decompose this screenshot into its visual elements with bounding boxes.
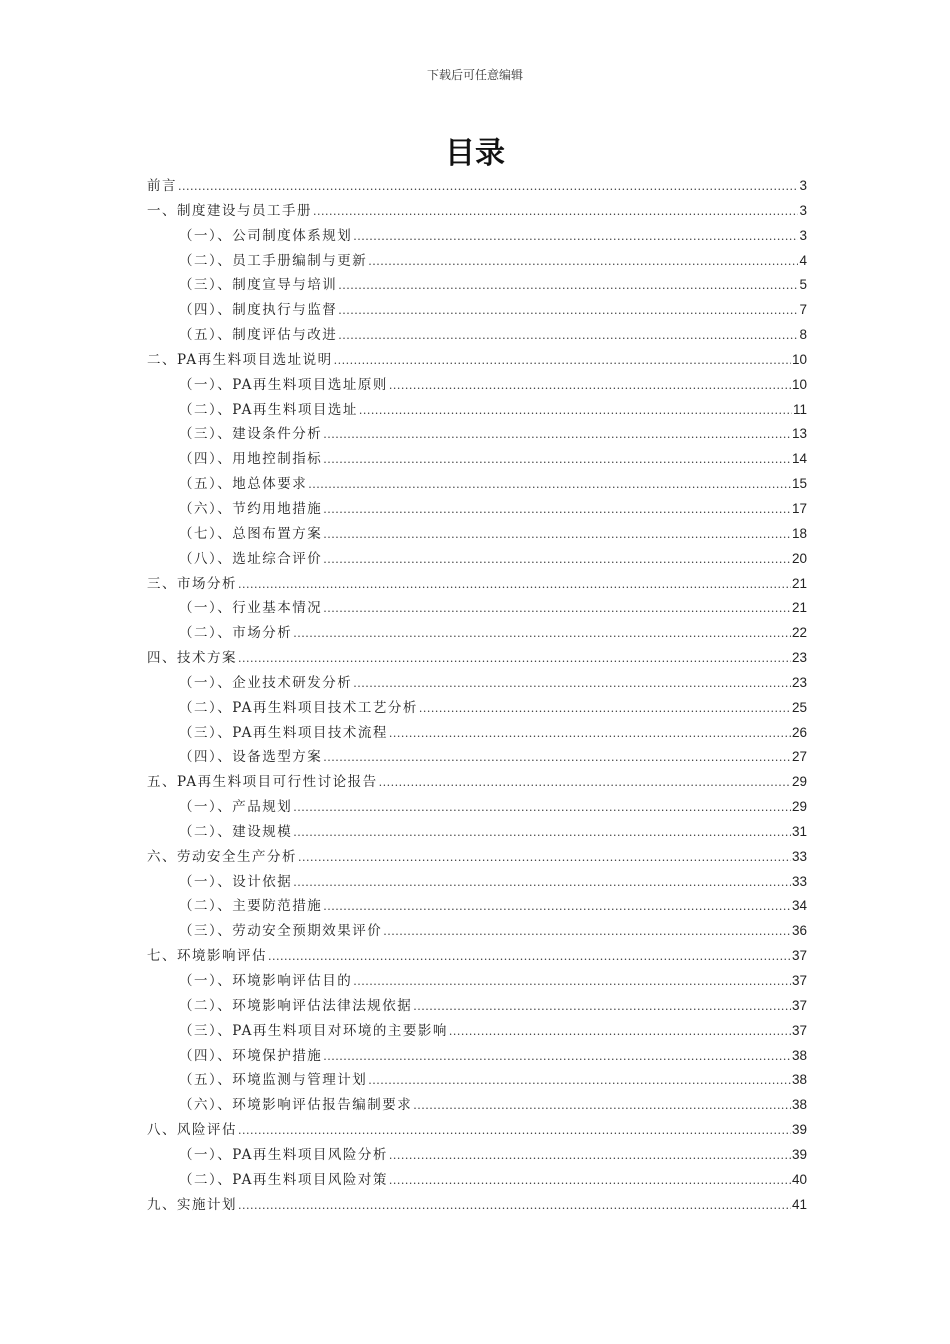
toc-entry-text: 九、实施计划 bbox=[147, 1196, 237, 1213]
toc-leader-dots bbox=[389, 722, 791, 747]
toc-entry[interactable] bbox=[147, 596, 807, 621]
toc-entry-text: （一）、公司制度体系规划 bbox=[179, 227, 353, 244]
table-of-contents bbox=[147, 174, 807, 1217]
toc-entry-page: 33 bbox=[791, 873, 807, 889]
toc-entry[interactable] bbox=[147, 1193, 807, 1218]
toc-entry[interactable] bbox=[147, 174, 807, 199]
toc-entry-page: 40 bbox=[791, 1171, 807, 1187]
toc-entry[interactable] bbox=[147, 944, 807, 969]
toc-leader-dots bbox=[323, 548, 791, 573]
toc-entry-text: （一）、PA再生料项目风险分析 bbox=[179, 1146, 388, 1163]
toc-entry-text: （一）、环境影响评估目的 bbox=[179, 973, 353, 989]
toc-entry-text: （二）、PA再生料项目技术工艺分析 bbox=[179, 699, 418, 716]
toc-entry-text: （四）、环境保护措施 bbox=[179, 1047, 323, 1064]
toc-entry-text: （二）、建设规模 bbox=[179, 823, 293, 840]
toc-entry-page: 3 bbox=[799, 227, 807, 243]
toc-entry-page: 8 bbox=[799, 327, 807, 343]
toc-entry-text: （一）、设计依据 bbox=[179, 873, 293, 890]
toc-entry-page: 37 bbox=[791, 948, 807, 964]
toc-leader-dots bbox=[383, 920, 791, 945]
toc-entry-text: （二）、环境影响评估法律法规依据 bbox=[179, 997, 413, 1014]
toc-leader-dots bbox=[323, 895, 791, 920]
toc-entry-text: 五、PA再生料项目可行性讨论报告 bbox=[147, 774, 378, 791]
toc-entry-page: 38 bbox=[791, 1047, 807, 1063]
toc-entry-page: 26 bbox=[791, 724, 807, 740]
toc-entry[interactable] bbox=[147, 1093, 807, 1118]
toc-entry-text: （六）、节约用地措施 bbox=[179, 500, 323, 517]
toc-entry-page: 18 bbox=[791, 525, 807, 541]
toc-entry-page: 33 bbox=[791, 848, 807, 864]
toc-leader-dots bbox=[353, 225, 798, 250]
toc-entry[interactable] bbox=[147, 820, 807, 845]
toc-entry-page: 38 bbox=[791, 1097, 807, 1113]
toc-entry-page: 37 bbox=[791, 997, 807, 1013]
toc-entry[interactable] bbox=[147, 249, 807, 274]
toc-entry-text: 三、市场分析 bbox=[147, 575, 237, 592]
toc-entry-text: （七）、总图布置方案 bbox=[179, 525, 323, 542]
toc-entry-page: 37 bbox=[791, 1022, 807, 1038]
toc-entry[interactable] bbox=[147, 994, 807, 1019]
toc-entry-text: （三）、建设条件分析 bbox=[179, 426, 323, 443]
toc-leader-dots bbox=[238, 647, 791, 672]
toc-entry[interactable] bbox=[147, 1118, 807, 1143]
toc-entry-page: 15 bbox=[791, 476, 807, 492]
toc-entry-text: （四）、设备选型方案 bbox=[179, 749, 323, 766]
toc-entry[interactable] bbox=[147, 919, 807, 944]
toc-entry-text: （五）、环境监测与管理计划 bbox=[179, 1072, 368, 1089]
toc-entry-text: （三）、PA再生料项目技术流程 bbox=[179, 724, 388, 741]
toc-entry[interactable] bbox=[147, 398, 807, 423]
toc-leader-dots bbox=[389, 374, 791, 399]
toc-entry-text: （二）、员工手册编制与更新 bbox=[179, 252, 368, 269]
toc-entry-page: 31 bbox=[791, 823, 807, 839]
toc-entry[interactable] bbox=[147, 870, 807, 895]
toc-entry[interactable] bbox=[147, 795, 807, 820]
toc-entry-text: （三）、PA再生料项目对环境的主要影响 bbox=[179, 1022, 448, 1039]
toc-entry[interactable] bbox=[147, 621, 807, 646]
toc-entry-page: 29 bbox=[791, 774, 807, 790]
toc-entry-page: 23 bbox=[791, 674, 807, 690]
toc-leader-dots bbox=[178, 175, 798, 200]
toc-leader-dots bbox=[338, 299, 798, 324]
toc-leader-dots bbox=[338, 324, 798, 349]
toc-leader-dots bbox=[323, 523, 791, 548]
toc-entry-page: 7 bbox=[799, 302, 807, 318]
toc-entry-text: （四）、用地控制指标 bbox=[179, 451, 323, 468]
toc-leader-dots bbox=[323, 498, 791, 523]
toc-entry[interactable] bbox=[147, 348, 807, 373]
toc-entry[interactable] bbox=[147, 373, 807, 398]
toc-entry-page: 4 bbox=[799, 252, 807, 268]
toc-leader-dots bbox=[353, 672, 791, 697]
toc-entry-page: 21 bbox=[791, 575, 807, 591]
toc-entry-page: 14 bbox=[791, 451, 807, 467]
header-note: 下载后可任意编辑 bbox=[426, 68, 523, 82]
toc-entry-text: （一）、企业技术研发分析 bbox=[179, 674, 353, 691]
toc-entry-text: （五）、地总体要求 bbox=[179, 476, 308, 493]
toc-leader-dots bbox=[268, 945, 791, 970]
toc-leader-dots bbox=[449, 1020, 791, 1045]
toc-entry-page: 13 bbox=[791, 426, 807, 442]
toc-entry-page: 10 bbox=[791, 376, 807, 392]
toc-leader-dots bbox=[308, 473, 791, 498]
toc-leader-dots bbox=[323, 448, 791, 473]
toc-entry[interactable] bbox=[147, 845, 807, 870]
toc-entry-text: （八）、选址综合评价 bbox=[179, 550, 323, 567]
toc-entry-page: 3 bbox=[799, 178, 807, 193]
toc-entry-text: （二）、PA再生料项目选址 bbox=[179, 401, 358, 418]
toc-leader-dots bbox=[389, 1144, 791, 1169]
toc-entry-page: 11 bbox=[792, 401, 807, 417]
toc-entry-text: 一、制度建设与员工手册 bbox=[147, 202, 312, 219]
toc-entry-page: 17 bbox=[791, 500, 807, 516]
toc-leader-dots bbox=[313, 200, 798, 225]
toc-entry[interactable] bbox=[147, 273, 807, 298]
toc-title: 目录 bbox=[445, 136, 505, 171]
toc-entry[interactable] bbox=[147, 447, 807, 472]
toc-entry[interactable] bbox=[147, 422, 807, 447]
toc-leader-dots bbox=[368, 1069, 791, 1094]
toc-entry[interactable] bbox=[147, 572, 807, 597]
toc-leader-dots bbox=[323, 746, 791, 771]
toc-leader-dots bbox=[238, 573, 791, 598]
toc-entry-text: 二、PA再生料项目选址说明 bbox=[147, 351, 333, 368]
toc-leader-dots bbox=[298, 846, 791, 871]
toc-leader-dots bbox=[338, 274, 798, 299]
toc-leader-dots bbox=[413, 1094, 791, 1119]
toc-entry-text: （四）、制度执行与监督 bbox=[179, 302, 338, 319]
toc-entry[interactable] bbox=[147, 1044, 807, 1069]
toc-leader-dots bbox=[419, 697, 791, 722]
toc-entry-page: 34 bbox=[791, 898, 807, 914]
toc-entry-text: （一）、PA再生料项目选址原则 bbox=[179, 376, 388, 393]
toc-leader-dots bbox=[323, 597, 791, 622]
toc-entry[interactable] bbox=[147, 497, 807, 522]
toc-entry-page: 37 bbox=[791, 973, 807, 988]
toc-entry-text: （二）、PA再生料项目风险对策 bbox=[179, 1171, 388, 1188]
toc-entry-text: （一）、行业基本情况 bbox=[179, 600, 323, 617]
toc-entry[interactable] bbox=[147, 646, 807, 671]
toc-leader-dots bbox=[293, 871, 791, 896]
toc-leader-dots bbox=[293, 796, 791, 821]
toc-entry-text: 四、技术方案 bbox=[147, 650, 237, 667]
toc-entry-page: 5 bbox=[799, 277, 807, 293]
toc-entry-page: 38 bbox=[791, 1072, 807, 1088]
toc-entry[interactable] bbox=[147, 1168, 807, 1193]
toc-leader-dots bbox=[238, 1119, 791, 1144]
toc-leader-dots bbox=[293, 821, 791, 846]
toc-entry-page: 41 bbox=[791, 1196, 807, 1212]
toc-leader-dots bbox=[368, 250, 798, 275]
toc-entry-text: （六）、环境影响评估报告编制要求 bbox=[179, 1097, 413, 1114]
toc-entry[interactable] bbox=[147, 894, 807, 919]
toc-entry-text: 七、环境影响评估 bbox=[147, 948, 267, 965]
toc-entry-page: 20 bbox=[791, 550, 807, 566]
toc-leader-dots bbox=[413, 995, 791, 1020]
toc-entry-page: 39 bbox=[791, 1122, 807, 1138]
toc-entry-text: （二）、主要防范措施 bbox=[179, 898, 323, 915]
toc-entry[interactable] bbox=[147, 547, 807, 572]
toc-entry[interactable] bbox=[147, 721, 807, 746]
toc-entry[interactable] bbox=[147, 199, 807, 224]
toc-entry-page: 25 bbox=[791, 699, 807, 715]
toc-entry-page: 21 bbox=[791, 600, 807, 616]
toc-entry-text: （三）、劳动安全预期效果评价 bbox=[179, 923, 383, 940]
toc-entry[interactable] bbox=[147, 224, 807, 249]
toc-entry[interactable] bbox=[147, 770, 807, 795]
toc-entry[interactable] bbox=[147, 969, 807, 994]
toc-leader-dots bbox=[323, 1045, 791, 1070]
toc-entry-page: 23 bbox=[791, 650, 807, 666]
toc-entry[interactable] bbox=[147, 1068, 807, 1093]
toc-entry[interactable] bbox=[147, 472, 807, 497]
toc-entry-page: 3 bbox=[799, 202, 807, 218]
toc-entry-text: （五）、制度评估与改进 bbox=[179, 327, 338, 344]
toc-entry[interactable] bbox=[147, 671, 807, 696]
toc-entry-text: （二）、市场分析 bbox=[179, 625, 293, 642]
toc-leader-dots bbox=[379, 771, 791, 796]
toc-entry-text: 六、劳动安全生产分析 bbox=[147, 848, 297, 865]
toc-entry-page: 10 bbox=[791, 351, 807, 367]
toc-leader-dots bbox=[293, 622, 791, 647]
toc-entry-text: 前言 bbox=[147, 178, 177, 194]
toc-leader-dots bbox=[238, 1194, 791, 1219]
toc-entry[interactable] bbox=[147, 745, 807, 770]
toc-leader-dots bbox=[334, 349, 791, 374]
toc-leader-dots bbox=[323, 423, 791, 448]
toc-entry[interactable] bbox=[147, 1019, 807, 1044]
toc-entry-text: （三）、制度宣导与培训 bbox=[179, 277, 338, 294]
toc-entry-page: 22 bbox=[791, 625, 807, 641]
toc-entry-page: 29 bbox=[791, 799, 807, 815]
toc-entry[interactable] bbox=[147, 298, 807, 323]
toc-entry-text: （一）、产品规划 bbox=[179, 799, 293, 816]
toc-entry-text: 八、风险评估 bbox=[147, 1122, 237, 1139]
toc-entry[interactable] bbox=[147, 1143, 807, 1168]
toc-entry[interactable] bbox=[147, 696, 807, 721]
toc-leader-dots bbox=[359, 399, 792, 424]
toc-entry-page: 27 bbox=[791, 749, 807, 765]
toc-entry-page: 36 bbox=[791, 923, 807, 939]
toc-entry[interactable] bbox=[147, 323, 807, 348]
toc-leader-dots bbox=[353, 970, 791, 995]
toc-leader-dots bbox=[389, 1169, 791, 1194]
toc-entry-page: 39 bbox=[791, 1146, 807, 1162]
toc-entry[interactable] bbox=[147, 522, 807, 547]
